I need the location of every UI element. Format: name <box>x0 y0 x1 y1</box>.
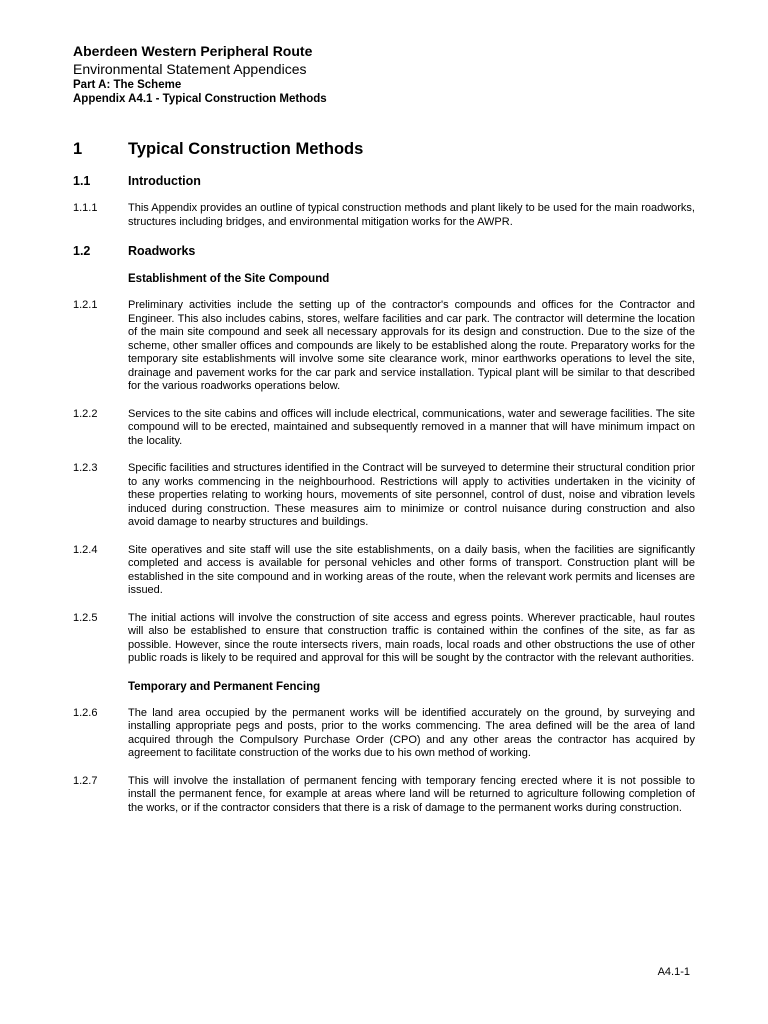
paragraph-number: 1.2.3 <box>73 462 98 474</box>
paragraph-text: Specific facilities and structures identified in the Contract will be surveyed to determine their structural condition prior to any works commencing in the neighbourhood. Restrictions will apply to activities undertaken in the vicinity of these properties relating to working hours, movements of site personnel, control of dust, noise and vibration levels induced during construction. These measures aim to minimize or control nuisance during construction and also avoid damage to nearby structures and buildings. <box>128 462 695 528</box>
section-heading-1-2 <box>73 243 695 259</box>
subheading-site-compound: Establishment of the Site Compound <box>128 273 330 285</box>
paragraph-1-2-1 <box>73 299 695 394</box>
paragraph-text: The initial actions will involve the construction of site access and egress points. Wherever practicable, haul routes will also be established to ensure that construction traffic is contained within the confines of the site, as far as possible. However, since the route intersects rivers, main roads, local roads and other obstructions the use of other public roads is likely to be required and approval for this will be sought by the contractor with the relevant authorities. <box>128 611 695 664</box>
section-number: 1.1 <box>73 174 91 188</box>
section-title: Typical Construction Methods <box>128 140 364 158</box>
header-part: Part A: The Scheme <box>73 79 182 91</box>
section-title: Roadworks <box>128 244 196 258</box>
section-heading-1 <box>73 140 695 158</box>
header-title: Aberdeen Western Peripheral Route <box>73 43 313 59</box>
paragraph-number: 1.2.5 <box>73 611 98 624</box>
document-header <box>73 42 693 106</box>
paragraph-text: Site operatives and site staff will use the site establishments, on a daily basis, when the facilities are significantly completed and access is available for personal vehicles and other forms of transport. Construction plant will be established in the site compound and in working areas of the route, when the relevant work permits and licenses are issued. <box>128 543 695 596</box>
paragraph-text: This Appendix provides an outline of typical construction methods and plant likely to be used for the main roadworks, structures including bridges, and environmental mitigation works for the AWPR. <box>128 202 695 228</box>
paragraph-number: 1.1.1 <box>73 202 98 214</box>
paragraph-number: 1.2.6 <box>73 706 98 719</box>
paragraph-number: 1.2.1 <box>73 299 98 311</box>
section-title: Introduction <box>128 174 201 188</box>
paragraph-number: 1.2.2 <box>73 407 98 420</box>
document-body <box>73 140 695 829</box>
paragraph-1-2-7 <box>73 775 695 816</box>
subheading-fencing: Temporary and Permanent Fencing <box>128 680 321 693</box>
section-number: 1.2 <box>73 244 91 258</box>
paragraph-1-1-1 <box>73 202 695 229</box>
header-subtitle: Environmental Statement Appendices <box>73 61 307 77</box>
paragraph-1-2-3 <box>73 462 695 530</box>
paragraph-text: This will involve the installation of permanent fencing with temporary fencing erected where it is not possible to install the permanent fence, for example at areas where land will be returned to agriculture following completion of the works, or if the contractor considers that there is a risk of damage to the permanent works during construction. <box>128 774 695 814</box>
paragraph-1-2-5 <box>73 612 695 666</box>
paragraph-1-2-2 <box>73 408 695 449</box>
paragraph-number: 1.2.7 <box>73 774 98 787</box>
paragraph-text: Preliminary activities include the setting up of the contractor's compounds and offices for the Contractor and Engineer. This also includes cabins, stores, welfare facilities and car park. The contractor will determine the location of the main site compound and seek all necessary approvals for its design and construction. Due to the size of the scheme, other smaller offices and compounds are likely to be established along the route. Preparatory works for the temporary site establishments will involve some site clearance work, minor earthworks operations to level the site, drainage and pavement works for the car park and service installation. Typical plant will be similar to that described for the various roadworks operations below. <box>128 299 695 392</box>
paragraph-1-2-6 <box>73 707 695 761</box>
header-appendix: Appendix A4.1 - Typical Construction Methods <box>73 93 327 105</box>
paragraph-number: 1.2.4 <box>73 543 98 556</box>
page-number: A4.1-1 <box>657 966 690 978</box>
section-number: 1 <box>73 140 83 158</box>
paragraph-1-2-4 <box>73 544 695 598</box>
paragraph-text: The land area occupied by the permanent works will be identified accurately on the ground, by surveying and installing appropriate pegs and posts, prior to the works commencing. The area defined will be the area of land acquired through the Compulsory Purchase Order (CPO) and any other areas the contractor has acquired by agreement to facilitate construction of the works due to his own method of working. <box>128 706 695 759</box>
paragraph-text: Services to the site cabins and offices will include electrical, communications, water and sewerage facilities. The site compound will to be erected, maintained and subsequently removed in a manner that will have minimum impact on the locality. <box>128 407 695 447</box>
section-heading-1-1 <box>73 173 695 189</box>
